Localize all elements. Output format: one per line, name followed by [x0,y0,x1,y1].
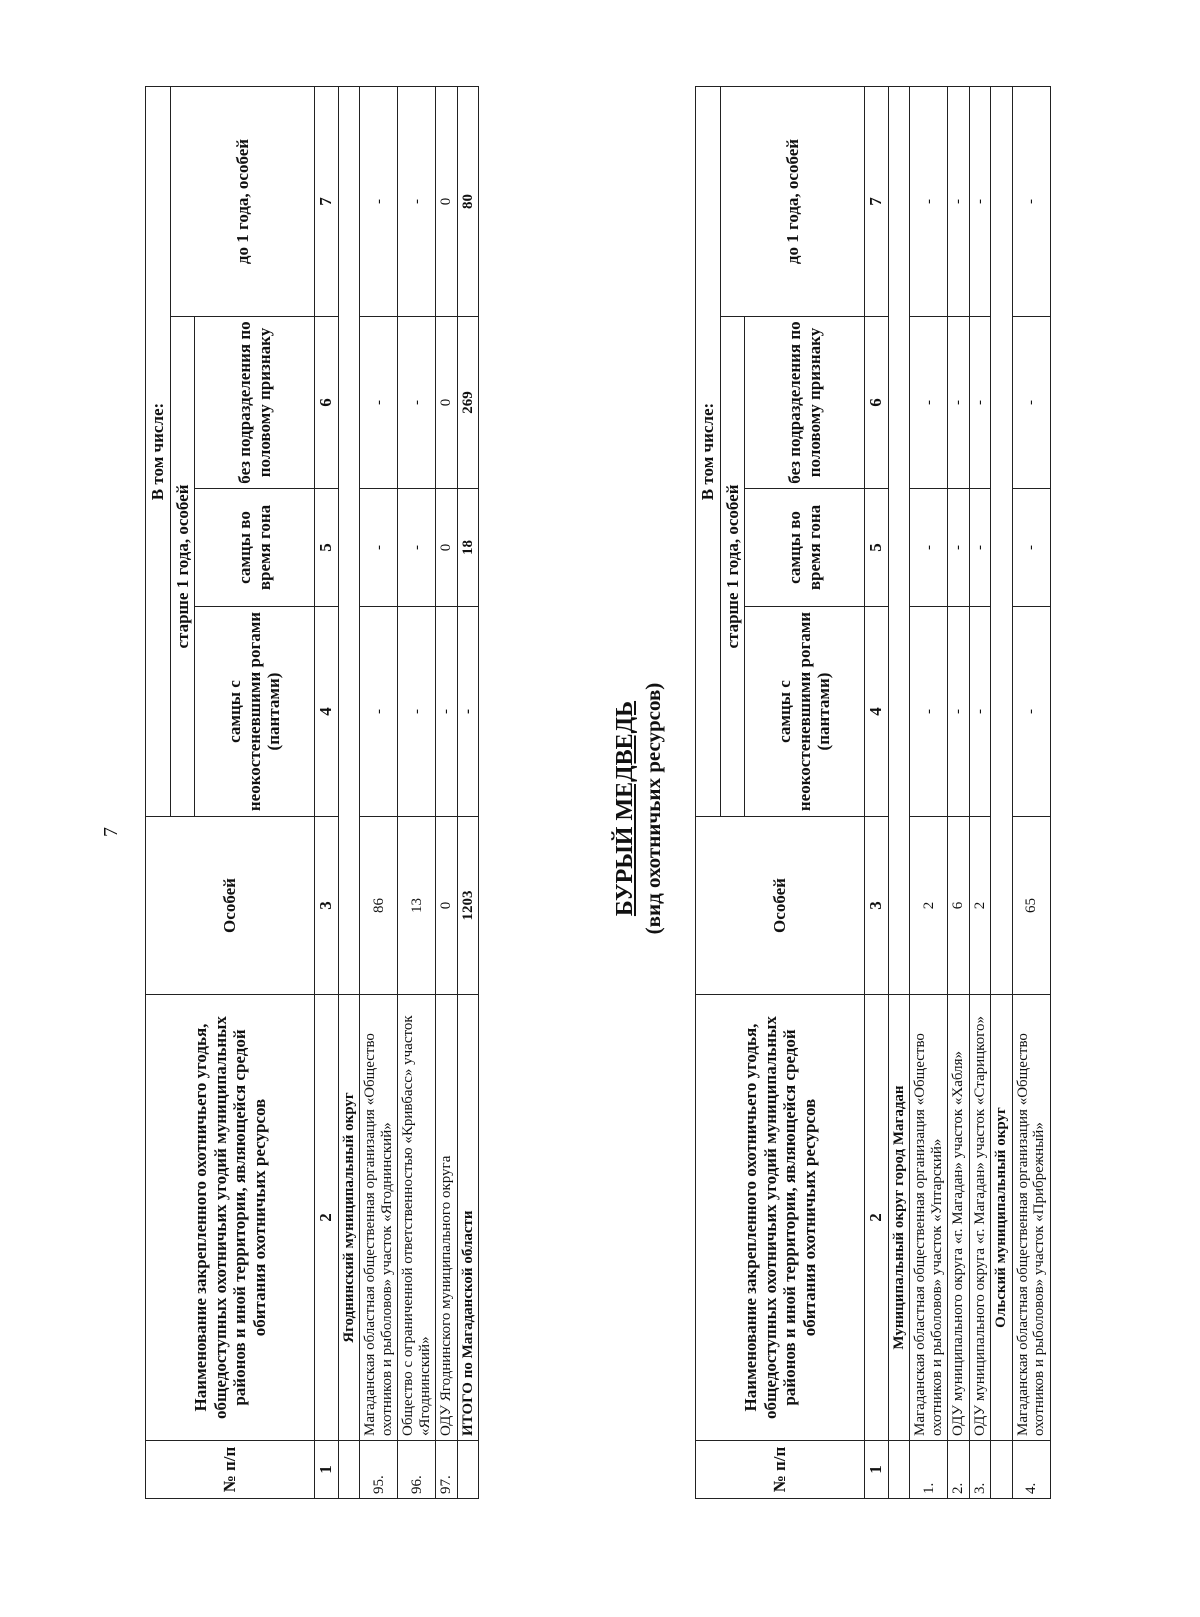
row-no-sex: - [948,317,970,489]
section-empty-cell [338,1441,360,1499]
table-row [360,86,398,1498]
row-under-one: 80 [457,86,479,316]
table-row [398,86,436,1498]
row-name: Магаданская областная общественная организация «Общество охотников и рыболовов» участок «Уптарский» [910,995,948,1441]
col-number: 6 [865,317,889,489]
row-under-one: - [969,86,991,316]
row-name: ОДУ Ягоднинского муниципального округа [436,995,458,1441]
row-name: Магаданская областная общественная организация «Общество охотников и рыболовов» участок «Прибрежный» [1012,995,1050,1441]
row-total: 13 [398,817,436,995]
section-empty-cell [888,86,910,994]
table-row [910,86,948,1498]
section-title: Муниципальный округ город Магадан [888,995,910,1441]
row-males-rut: - [948,489,970,607]
row-no-sex: - [398,317,436,489]
row-males-antlers: - [398,607,436,817]
row-number: 95. [360,1441,398,1499]
table-row [948,86,970,1498]
row-total: 86 [360,817,398,995]
row-males-rut: - [398,489,436,607]
row-males-rut: 18 [457,489,479,607]
header-no-sex: без подразделения по половому признаку [745,317,865,489]
row-no-sex: 0 [436,317,458,489]
header-males-antlers: самцы с неокостеневшими рогами (пантами) [195,607,315,817]
row-total: 65 [1012,817,1050,995]
data-table-2 [695,86,1051,1499]
row-no-sex: - [360,317,398,489]
row-total: 1203 [457,817,479,995]
row-under-one: - [398,86,436,316]
row-males-antlers: - [360,607,398,817]
header-under-one: до 1 года, особей [170,86,315,316]
row-number: 2. [948,1441,970,1499]
row-under-one: - [1012,86,1050,316]
row-name: Общество с ограниченной ответственностью «Кривбасс» участок «Ягоднинский» [398,995,436,1441]
row-males-rut: - [360,489,398,607]
col-number: 7 [315,86,339,316]
col-number: 3 [865,817,889,995]
header-name: Наименование закрепленного охотничьего угодья, общедоступных охотничьих угодий муниципальных районов и иной территории, являющейся средой обитания охотничьих ресурсов [146,995,315,1441]
col-number: 1 [315,1441,339,1499]
table-2-body [888,86,1050,1498]
section-empty-cell [991,1441,1013,1499]
header-males-rut: самцы во время гона [195,489,315,607]
row-name: ИТОГО по Магаданской области [457,995,479,1441]
header-older: старше 1 года, особей [170,317,195,817]
section-title: Ягоднинский муниципальный округ [338,995,360,1441]
row-number: 4. [1012,1441,1050,1499]
header-num: № п/п [696,1441,865,1499]
row-no-sex: - [910,317,948,489]
header-older: старше 1 года, особей [720,317,745,817]
col-number: 4 [865,607,889,817]
row-number: 96. [398,1441,436,1499]
header-no-sex: без подразделения по половому признаку [195,317,315,489]
row-total: 6 [948,817,970,995]
col-number: 1 [865,1441,889,1499]
header-males-antlers: самцы с неокостеневшими рогами (пантами) [745,607,865,817]
header-including: В том числе: [146,86,171,816]
row-under-one: 0 [436,86,458,316]
header-name: Наименование закрепленного охотничьего угодья, общедоступных охотничьих угодий муниципальных районов и иной территории, являющейся средой обитания охотничьих ресурсов [696,995,865,1441]
table-1-body [338,86,479,1498]
header-including: В том числе: [696,86,721,816]
header-under-one: до 1 года, особей [720,86,865,316]
row-number: 97. [436,1441,458,1499]
row-males-antlers: - [948,607,970,817]
section-title: Ольский муниципальный округ [991,995,1013,1441]
section-empty-cell [338,86,360,994]
row-under-one: - [910,86,948,316]
species-heading [612,0,666,1617]
row-males-antlers: - [1012,607,1050,817]
row-name: Магаданская областная общественная организация «Общество охотников и рыболовов» участок «Ягоднинский» [360,995,398,1441]
header-males-rut: самцы во время гона [745,489,865,607]
row-no-sex: 269 [457,317,479,489]
row-males-rut: 0 [436,489,458,607]
col-number: 4 [315,607,339,817]
header-total: Особей [696,817,865,995]
row-number [457,1441,479,1499]
col-number: 3 [315,817,339,995]
row-males-antlers: - [910,607,948,817]
col-number: 2 [315,995,339,1441]
row-males-antlers: - [969,607,991,817]
row-total: 2 [969,817,991,995]
section-row [991,86,1013,1498]
section-empty-cell [991,86,1013,994]
col-number: 5 [315,489,339,607]
table-row [1012,86,1050,1498]
row-males-rut: - [969,489,991,607]
species-subtitle: (вид охотничьих ресурсов) [641,682,665,935]
data-table-1 [145,86,479,1499]
row-total: 0 [436,817,458,995]
col-number: 7 [865,86,889,316]
row-males-antlers: - [436,607,458,817]
row-number: 1. [910,1441,948,1499]
row-under-one: - [360,86,398,316]
col-number: 2 [865,995,889,1441]
col-number: 6 [315,317,339,489]
section-row [888,86,910,1498]
table-2-header [696,86,889,1498]
table-row [436,86,458,1498]
row-number: 3. [969,1441,991,1499]
header-total: Особей [146,817,315,995]
row-name: ОДУ муниципального округа «г. Магадан» участок «Хабля» [948,995,970,1441]
row-total: 2 [910,817,948,995]
row-no-sex: - [1012,317,1050,489]
total-row [457,86,479,1498]
row-under-one: - [948,86,970,316]
section-empty-cell [888,1441,910,1499]
table-1-header [146,86,339,1498]
table-row [969,86,991,1498]
species-name: БУРЫЙ МЕДВЕДЬ [612,700,638,917]
row-no-sex: - [969,317,991,489]
row-males-rut: - [1012,489,1050,607]
header-num: № п/п [146,1441,315,1499]
row-males-rut: - [910,489,948,607]
row-males-antlers: - [457,607,479,817]
column-number-row [865,86,889,1498]
row-name: ОДУ муниципального округа «г. Магадан» участок «Старицкого» [969,995,991,1441]
column-number-row [315,86,339,1498]
page-number: 7 [100,827,122,837]
section-row [338,86,360,1498]
col-number: 5 [865,489,889,607]
